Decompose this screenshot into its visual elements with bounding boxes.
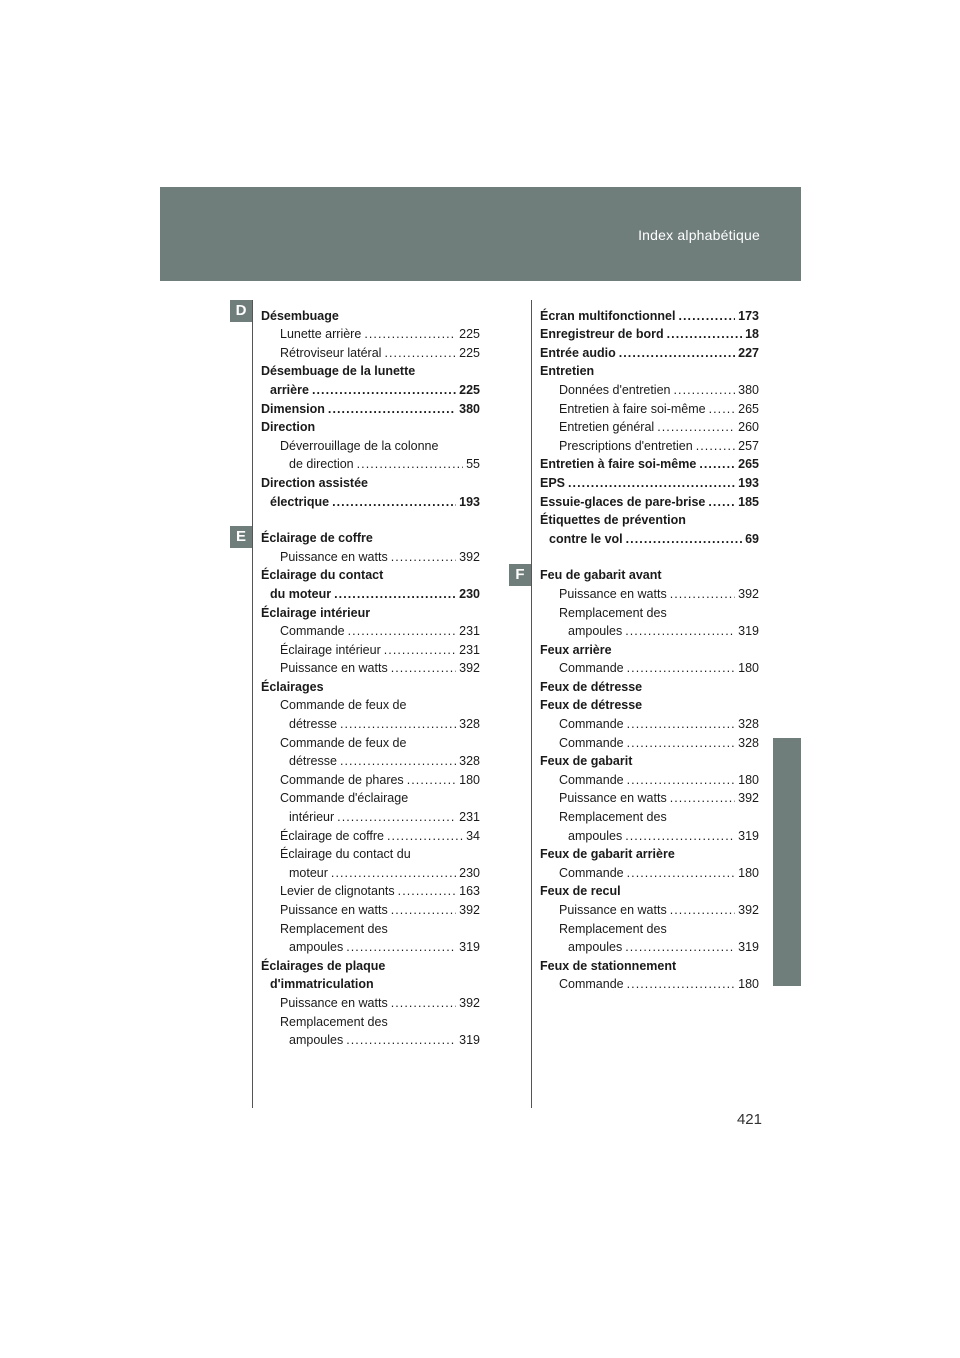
index-entry: Puissance en watts . . . 392 [261, 658, 480, 677]
index-entry: Données d'entretien . . . 380 [540, 379, 759, 398]
index-entry: Commande . . . 328 [540, 732, 759, 751]
index-heading: Direction [261, 420, 316, 435]
index-entry: Puissance en watts . . . 392 [261, 992, 480, 1011]
index-entry: Remplacement des [280, 921, 388, 936]
index-entry: Puissance en watts . . . 392 [261, 899, 480, 918]
index-entry: Commande . . . 180 [540, 658, 759, 677]
page-header [160, 187, 801, 281]
index-entry: Entretien général . . . 260 [540, 417, 759, 436]
index-entry: Levier de clignotants . . . 163 [261, 881, 480, 900]
index-entry: Remplacement des [559, 605, 667, 620]
index-heading: contre le vol . . . 69 [540, 528, 759, 547]
index-entry: moteur . . . 230 [261, 862, 480, 881]
page-number: 421 [736, 1111, 762, 1128]
index-heading: Éclairages [261, 679, 324, 694]
index-entry: Commande de feux de [280, 735, 407, 750]
index-column-left [261, 305, 480, 1048]
index-entry: Lunette arrière . . . 225 [261, 324, 480, 343]
index-entry: ampoules . . . 319 [540, 937, 759, 956]
index-heading: Feux de gabarit arrière [540, 847, 675, 862]
index-heading: Éclairage de coffre [261, 531, 373, 546]
index-heading: d'immatriculation [270, 977, 374, 992]
index-heading: électrique . . . 193 [261, 491, 480, 510]
header-title: Index alphabétique [638, 227, 760, 243]
index-heading: Feux de stationnement [540, 958, 677, 973]
index-entry: ampoules . . . 319 [540, 825, 759, 844]
index-heading: Feux de détresse [540, 679, 643, 694]
index-heading: Direction assistée [261, 475, 368, 490]
letter-marker-d: D [230, 300, 252, 322]
index-heading: EPS . . . 193 [540, 472, 759, 491]
index-heading: arrière . . . 225 [261, 379, 480, 398]
index-entry: Commande . . . 180 [540, 974, 759, 993]
index-heading: Entretien [540, 364, 595, 379]
index-heading: Feux de recul [540, 884, 621, 899]
index-entry: Commande . . . 180 [540, 769, 759, 788]
index-entry: Commande . . . 180 [540, 862, 759, 881]
side-thumb-tab [773, 738, 801, 986]
index-heading: Feux de gabarit [540, 754, 633, 769]
index-heading: Étiquettes de prévention [540, 513, 686, 528]
index-heading: Entrée audio . . . 227 [540, 342, 759, 361]
index-entry: Commande . . . 231 [261, 621, 480, 640]
index-entry: intérieur . . . 231 [261, 806, 480, 825]
index-heading: Feux de détresse [540, 698, 643, 713]
letter-marker-f: F [509, 564, 531, 586]
index-entry: Éclairage de coffre . . . 34 [261, 825, 480, 844]
index-heading: Écran multifonctionnel . . . 173 [540, 305, 759, 324]
index-heading: Entretien à faire soi-même . . . 265 [540, 454, 759, 473]
index-entry: Éclairage intérieur . . . 231 [261, 639, 480, 658]
index-entry: Puissance en watts . . . 392 [540, 788, 759, 807]
index-entry: Remplacement des [559, 921, 667, 936]
index-entry: Éclairage du contact du [280, 847, 411, 862]
index-entry: Commande de phares . . . 180 [261, 769, 480, 788]
index-entry: Remplacement des [559, 810, 667, 825]
index-heading: Feu de gabarit avant [540, 568, 662, 583]
index-entry: Puissance en watts . . . 392 [540, 583, 759, 602]
index-entry: Commande de feux de [280, 698, 407, 713]
index-entry: ampoules . . . 319 [540, 621, 759, 640]
index-entry: Commande . . . 328 [540, 713, 759, 732]
index-entry: Commande d'éclairage [280, 791, 409, 806]
index-entry: détresse . . . 328 [261, 751, 480, 770]
index-heading: Éclairages de plaque [261, 958, 386, 973]
index-heading: Éclairage intérieur [261, 605, 371, 620]
index-heading: Dimension . . . 380 [261, 398, 480, 417]
index-entry: Remplacement des [280, 1014, 388, 1029]
index-entry: détresse . . . 328 [261, 713, 480, 732]
letter-marker-e: E [230, 526, 252, 548]
index-heading: Éclairage du contact [261, 568, 384, 583]
index-column-right [540, 305, 759, 992]
index-heading: Désembuage [261, 308, 339, 323]
index-entry: de direction . . . 55 [261, 454, 480, 473]
right-column-rule [531, 300, 532, 1108]
index-entry: ampoules . . . 319 [261, 1030, 480, 1049]
index-heading: Désembuage de la lunette [261, 364, 416, 379]
index-entry: Rétroviseur latéral . . . 225 [261, 342, 480, 361]
index-heading: du moteur . . . 230 [261, 583, 480, 602]
index-heading: Essuie-glaces de pare-brise . . . 185 [540, 491, 759, 510]
left-column-rule [252, 300, 253, 1108]
index-entry: Prescriptions d'entretien . . . 257 [540, 435, 759, 454]
index-entry: Déverrouillage de la colonne [280, 438, 439, 453]
index-heading: Feux arrière [540, 642, 612, 657]
index-heading: Enregistreur de bord . . . 18 [540, 324, 759, 343]
index-entry: Puissance en watts . . . 392 [261, 546, 480, 565]
index-entry: Entretien à faire soi-même . . . 265 [540, 398, 759, 417]
index-entry: Puissance en watts . . . 392 [540, 899, 759, 918]
index-entry: ampoules . . . 319 [261, 937, 480, 956]
